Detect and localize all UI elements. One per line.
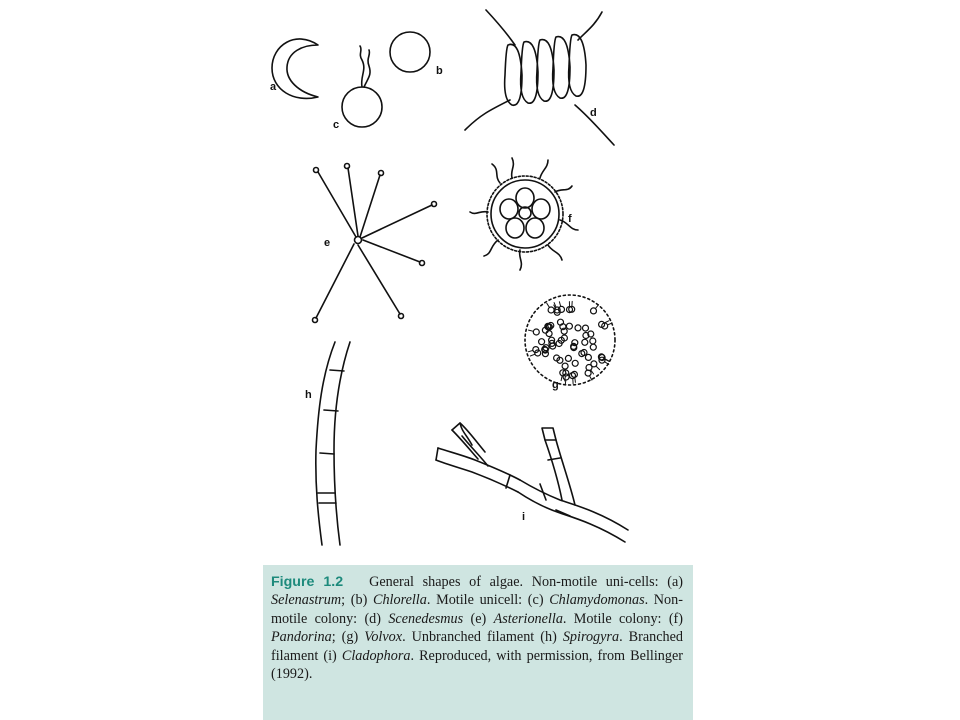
volvox-flagellum bbox=[528, 350, 533, 351]
volvox-flagellum bbox=[561, 376, 562, 381]
panel-label-f: f bbox=[568, 213, 572, 225]
volvox-cell bbox=[571, 371, 577, 377]
volvox-cell bbox=[563, 374, 569, 380]
panel-label-h: h bbox=[305, 389, 312, 401]
panel-label-g: g bbox=[552, 379, 559, 391]
panel-label-i: i bbox=[522, 511, 526, 523]
volvox-cell bbox=[583, 325, 589, 331]
volvox-flagellum bbox=[547, 303, 550, 307]
volvox-flagellum bbox=[530, 354, 535, 356]
caption-text-10: . Reproduced, with permission, from Bellinger (1992). bbox=[271, 647, 683, 683]
chlorella-drawing bbox=[390, 32, 430, 72]
caption-taxon-selenastrum: Selenastrum bbox=[271, 592, 342, 609]
volvox-cell bbox=[562, 363, 568, 369]
volvox-cell bbox=[548, 307, 554, 313]
volvox-flagellum bbox=[590, 376, 592, 380]
caption-text-3: . Motile unicell: (c) bbox=[426, 592, 550, 609]
volvox-flagellum bbox=[604, 321, 609, 323]
panel-label-b: b bbox=[436, 65, 443, 77]
figure-number: Figure 1.2 bbox=[271, 574, 344, 590]
chlamydomonas-drawing bbox=[342, 46, 382, 127]
caption-taxon-chlorella: Chlorella bbox=[372, 592, 427, 609]
volvox-cell bbox=[546, 331, 552, 337]
volvox-flagellum bbox=[565, 380, 566, 385]
volvox-cell bbox=[559, 306, 565, 312]
asterionella-drawing bbox=[313, 164, 437, 323]
selenastrum-drawing bbox=[272, 39, 318, 98]
cladophora-drawing bbox=[436, 423, 628, 542]
caption-taxon-chlamydomonas: Chlamydomonas bbox=[549, 592, 645, 609]
caption-text-5: (e) bbox=[463, 610, 494, 627]
volvox-cell bbox=[585, 354, 591, 360]
volvox-cell bbox=[590, 344, 596, 350]
panel-label-a: a bbox=[270, 81, 277, 93]
caption-taxon-volvox: Volvox bbox=[364, 629, 403, 646]
volvox-cell bbox=[575, 325, 581, 331]
caption-taxon-cladophora: Cladophora bbox=[341, 647, 411, 664]
caption-taxon-asterionella: Asterionella bbox=[493, 610, 563, 627]
caption-taxon-pandorina: Pandorina bbox=[271, 629, 332, 646]
volvox-flagellum bbox=[596, 366, 600, 370]
caption-text-7: ; (g) bbox=[331, 629, 365, 646]
caption-text-2: ; (b) bbox=[341, 592, 373, 609]
volvox-cell bbox=[582, 339, 588, 345]
figure-caption bbox=[263, 565, 693, 720]
panel-label-c: c bbox=[333, 119, 340, 131]
volvox-cell bbox=[590, 338, 596, 344]
volvox-cell bbox=[565, 355, 571, 361]
spirogyra-drawing bbox=[316, 342, 350, 545]
volvox-flagellum bbox=[595, 305, 598, 309]
volvox-cell bbox=[566, 323, 572, 329]
volvox-flagellum bbox=[575, 377, 576, 382]
caption-text-4: . Non-motile colony: (d) bbox=[271, 592, 683, 627]
caption-text-8: . Unbranched filament (h) bbox=[402, 629, 563, 646]
caption-text-6: . Motile colony: (f) bbox=[562, 610, 683, 627]
volvox-flagellum bbox=[559, 302, 560, 307]
volvox-cell bbox=[572, 360, 578, 366]
caption-taxon-spirogyra: Spirogyra bbox=[562, 629, 620, 646]
volvox-cell bbox=[585, 370, 591, 376]
volvox-cell bbox=[539, 339, 545, 345]
caption-text-1: General shapes of algae. Non-motile uni-cells: (a) bbox=[369, 574, 683, 590]
panel-label-d: d bbox=[590, 107, 597, 119]
volvox-drawing bbox=[525, 295, 615, 385]
panel-label-e: e bbox=[324, 237, 331, 249]
caption-taxon-scenedesmus: Scenedesmus bbox=[388, 610, 464, 627]
caption-text-9: . Branched filament (i) bbox=[271, 629, 683, 664]
volvox-cell bbox=[533, 329, 539, 335]
pandorina-drawing bbox=[470, 158, 578, 270]
volvox-flagellum bbox=[529, 330, 534, 331]
scenedesmus-drawing bbox=[465, 10, 614, 145]
